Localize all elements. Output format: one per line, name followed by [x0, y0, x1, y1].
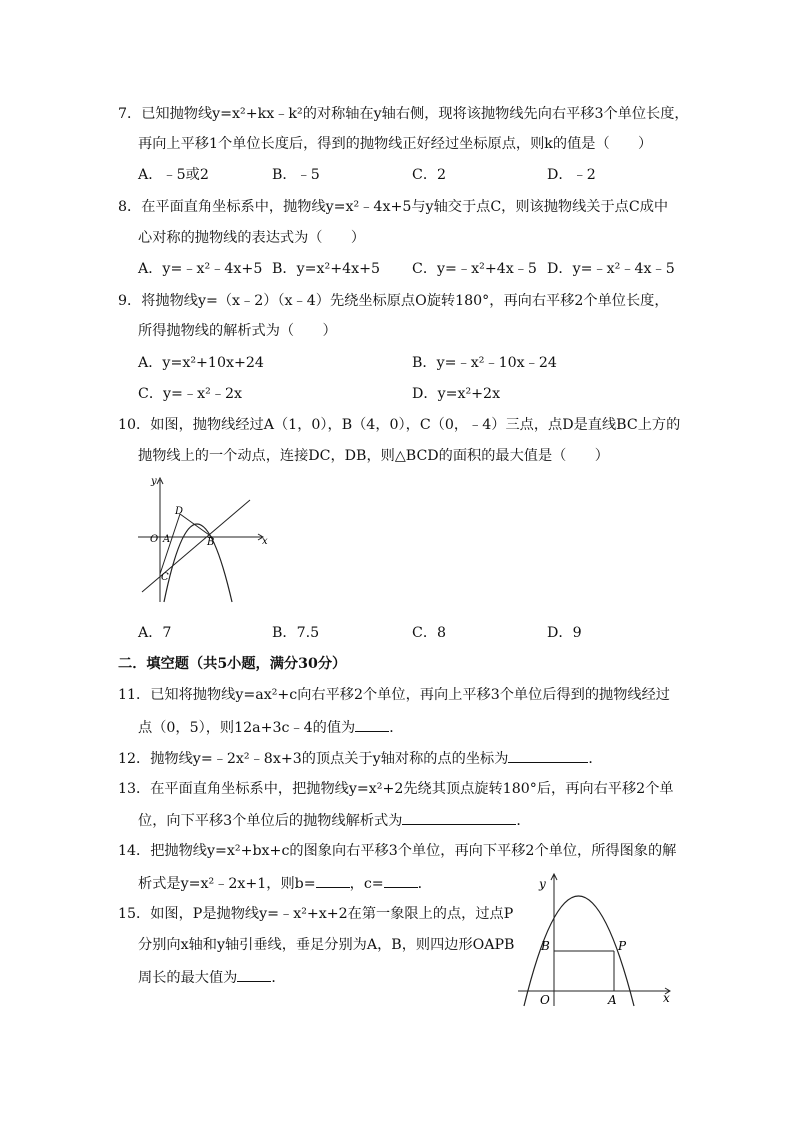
q15-line3 [138, 967, 286, 987]
q7-option-c: C．2 [412, 167, 447, 183]
q10-label-a: A [163, 534, 171, 545]
q9-option-c: C．y=﹣x²﹣2x [138, 386, 243, 402]
q9-option-d: D．y=x²+2x [412, 386, 501, 402]
q10-line1: 10．如图，抛物线经过A（1，0），B（4，0），C（0，﹣4）三点，点D是直线BC上方的 [118, 417, 681, 433]
q11-line1: 11．已知将抛物线y=ax²+c向右平移2个单位，再向上平移3个单位后得到的抛物线经过 [118, 687, 670, 703]
q10-option-c: C．8 [412, 625, 447, 641]
q14-mid: ，c= [349, 876, 384, 892]
q15-label-b: B [541, 939, 550, 953]
q8-line1: 8．在平面直角坐标系中，抛物线y=x²﹣4x+5与y轴交于点C，则该抛物线关于点C成中 [118, 199, 669, 215]
q15-label-a: A [608, 993, 617, 1007]
q10-label-c: C [161, 572, 169, 583]
q9-option-a: A．y=x²+10x+24 [138, 355, 264, 371]
q15-label-x: x [663, 991, 670, 1005]
q15-label-p: P [618, 939, 627, 953]
q11-answer-blank[interactable] [355, 717, 389, 732]
section-fill-in-title: 二．填空题（共5小题，满分30分） [118, 656, 347, 672]
q14-line1: 14．把抛物线y=x²+bx+c的图象向右平移3个单位，再向下平移2个单位，所得图象的解 [118, 843, 677, 859]
q8-option-b: B．y=x²+4x+5 [272, 261, 381, 277]
q11-end: ． [389, 720, 404, 736]
q7-option-b: B．﹣5 [272, 167, 320, 183]
q13-line2 [138, 810, 531, 830]
q10-label-d: D [175, 506, 184, 517]
q12-end: ． [588, 751, 603, 767]
q12-line1 [118, 748, 603, 768]
q14-c-blank[interactable] [384, 873, 418, 888]
q10-parabola [164, 524, 232, 602]
q14-end: ． [417, 876, 432, 892]
q10-figure [134, 474, 274, 606]
q10-option-a: A．7 [138, 625, 172, 641]
q10-option-d: D．9 [547, 625, 582, 641]
q15-end: ． [271, 970, 286, 986]
q15-line1: 15．如图，P是抛物线y=﹣x²+x+2在第一象限上的点，过点P [118, 906, 514, 922]
q8-option-d: D．y=﹣x²﹣4x﹣5 [547, 261, 675, 277]
q10-label-b: B [207, 537, 215, 548]
q10-label-x: x [262, 536, 268, 547]
q7-line1: 7．已知抛物线y=x²+kx﹣k²的对称轴在y轴右侧，现将该抛物线先向右平移3个单位长度， [118, 106, 689, 122]
q10-line-bc [142, 500, 250, 592]
q15-figure [512, 870, 677, 1010]
q9-line2: 所得抛物线的解析式为（ ） [138, 323, 337, 339]
q15-line2: 分别向x轴和y轴引垂线，垂足分别为A，B，则四边形OAPB [138, 937, 515, 953]
q10-line2: 抛物线上的一个动点，连接DC，DB，则△BCD的面积的最大值是（ ） [138, 448, 609, 464]
q10-option-b: B．7.5 [272, 625, 320, 641]
q14-b-blank[interactable] [316, 873, 350, 888]
q14-text: 析式是y=x²﹣2x+1，则b= [138, 876, 316, 892]
q11-text: 点（0，5），则12a+3c﹣4的值为 [138, 720, 356, 736]
q9-line1: 9．将抛物线y=（x﹣2）（x﹣4）先绕坐标原点O旋转180°，再向右平移2个单位长度， [118, 293, 669, 309]
q13-line1: 13．在平面直角坐标系中，把抛物线y=x²+2先绕其顶点旋转180°后，再向右平移2个单 [118, 781, 674, 797]
q9-option-b: B．y=﹣x²﹣10x﹣24 [412, 355, 557, 371]
q15-text: 周长的最大值为 [138, 970, 238, 986]
q15-label-o: O [540, 993, 550, 1007]
q15-answer-blank[interactable] [237, 967, 271, 982]
q13-end: ． [516, 813, 531, 829]
q12-text: 12．抛物线y=﹣2x²﹣8x+3的顶点关于y轴对称的点的坐标为 [118, 751, 509, 767]
q12-answer-blank[interactable] [508, 748, 588, 763]
q7-line2: 再向上平移1个单位长度后，得到的抛物线正好经过坐标原点，则k的值是（ ） [138, 136, 653, 152]
q8-line2: 心对称的抛物线的表达式为（ ） [138, 230, 366, 246]
q15-label-y: y [539, 877, 546, 891]
q14-line2 [138, 873, 432, 893]
q8-option-a: A．y=﹣x²﹣4x+5 [138, 261, 263, 277]
q10-label-o: O [150, 534, 159, 545]
q8-option-c: C．y=﹣x²+4x﹣5 [412, 261, 537, 277]
q7-option-a: A．﹣5或2 [138, 167, 209, 183]
q10-label-y: y [151, 476, 157, 487]
q13-answer-blank[interactable] [402, 810, 516, 825]
q13-text: 位，向下平移3个单位后的抛物线解析式为 [138, 813, 403, 829]
q7-option-d: D．﹣2 [547, 167, 596, 183]
q11-line2 [138, 717, 403, 737]
